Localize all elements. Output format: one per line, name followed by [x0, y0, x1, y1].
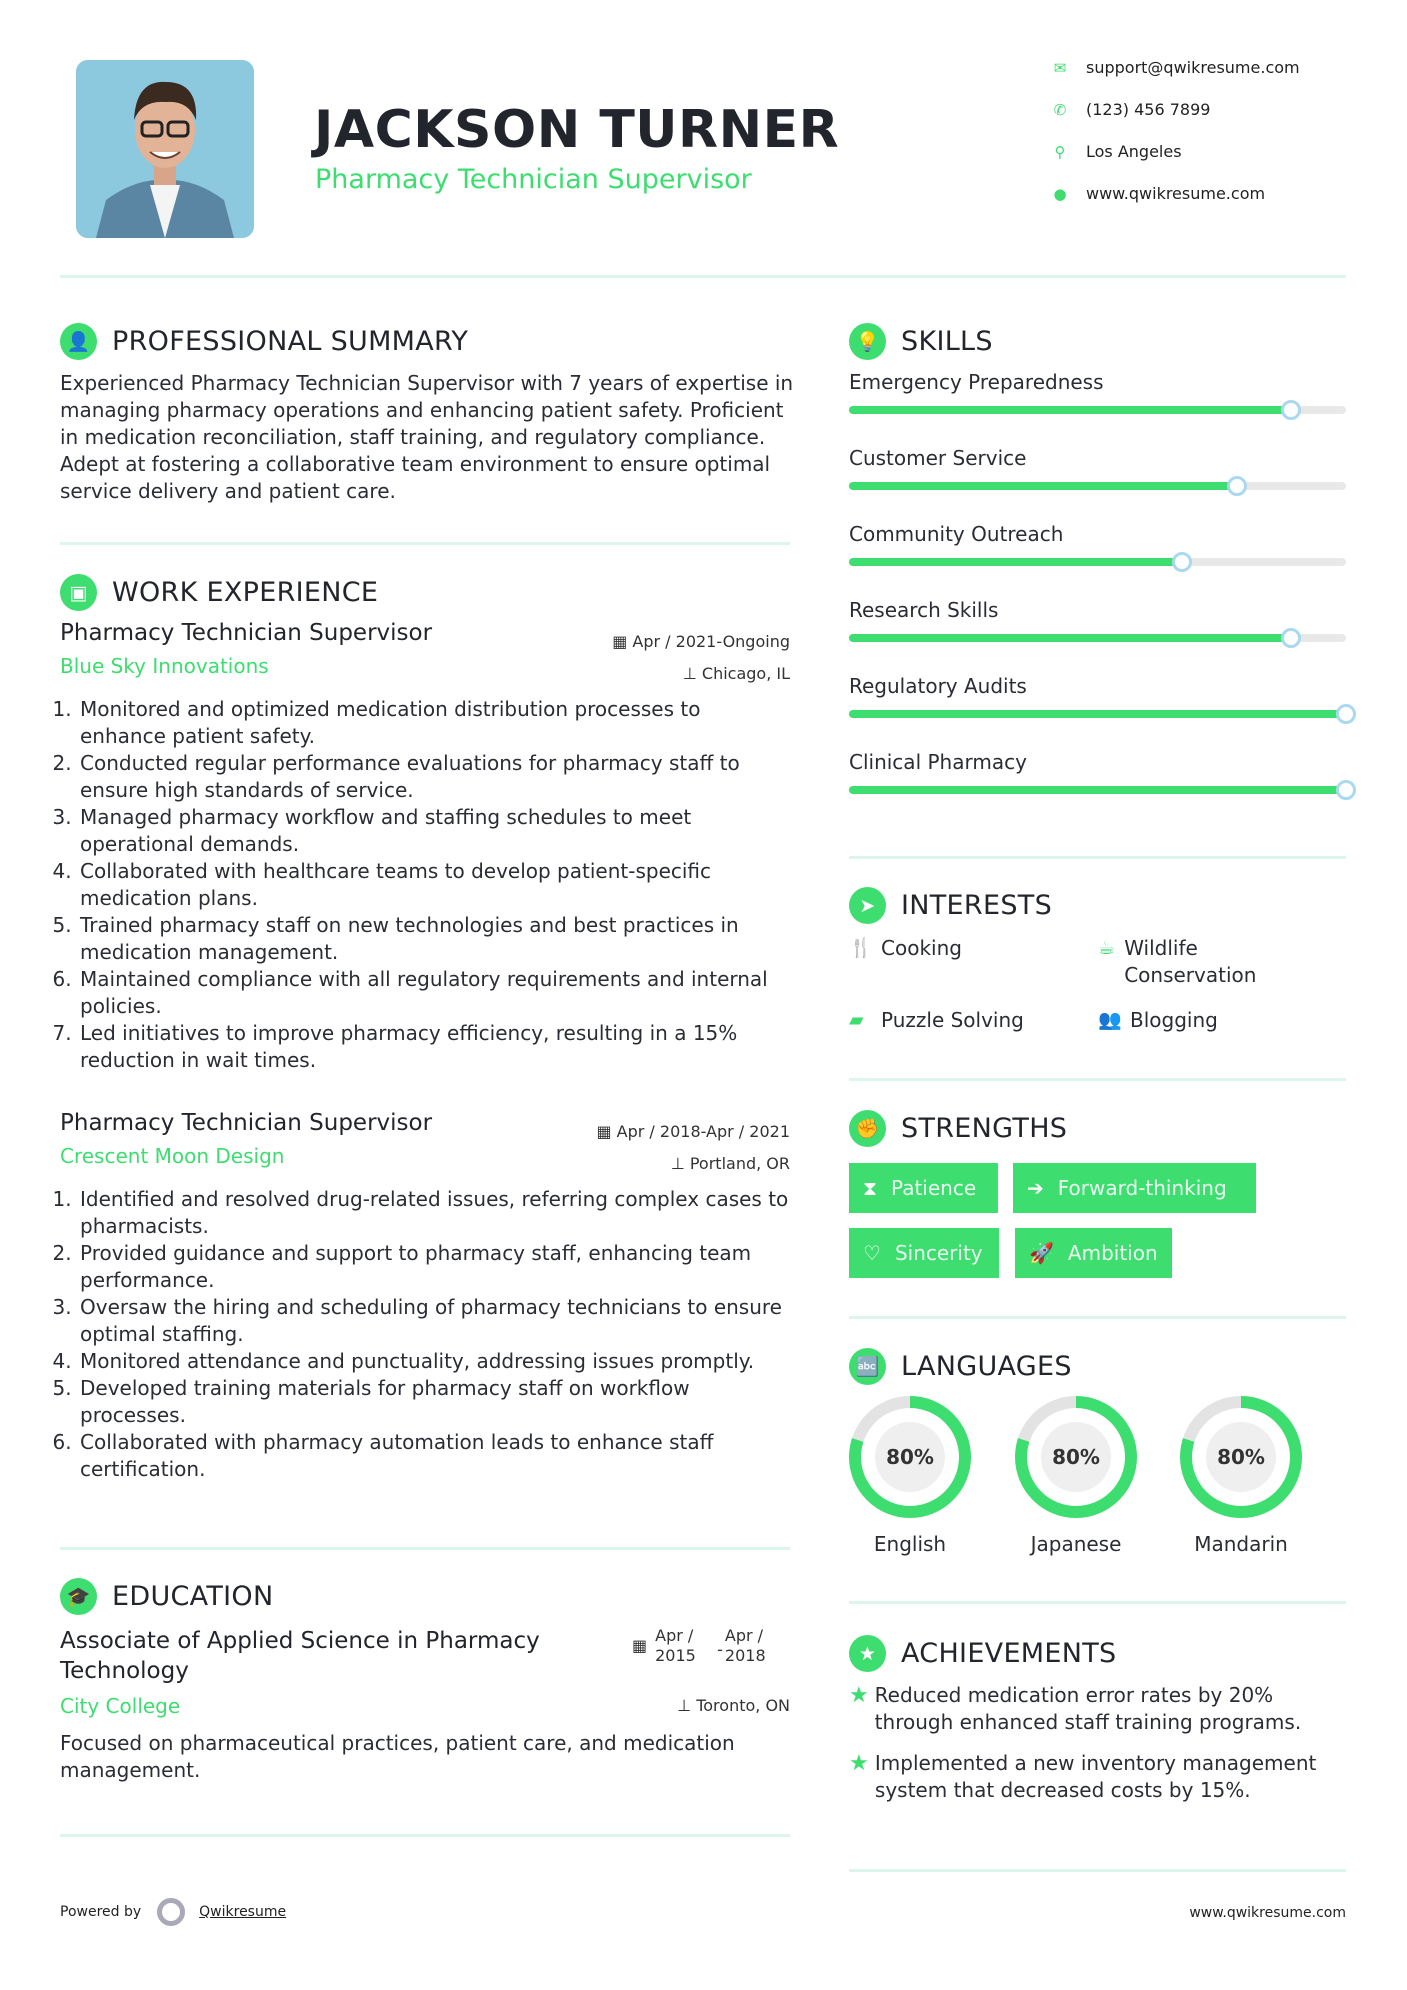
end-date: Apr / 2018 [724, 1626, 766, 1665]
skill-bar-fill [849, 710, 1346, 718]
location-text: Los Angeles [1086, 142, 1182, 161]
briefcase-icon: ▣ [60, 574, 97, 611]
language-ring [849, 1396, 971, 1518]
job-entry [60, 620, 790, 1074]
list-item: 2. Provided guidance and support to pharmacy staff, enhancing team performance. [78, 1240, 790, 1294]
divider [849, 1078, 1346, 1081]
languages-heading [849, 1348, 1072, 1385]
skill-bar [849, 482, 1346, 490]
map-pin-icon: ⚲ [1054, 142, 1066, 161]
date-separator: - [717, 1640, 723, 1659]
list-item: 6. Maintained compliance with all regulatory requirements and internal policies. [78, 966, 790, 1020]
divider [60, 1834, 790, 1837]
skill-bar-fill [849, 406, 1291, 414]
translate-icon: 🔤 [849, 1348, 886, 1385]
skill-label: Emergency Preparedness [849, 370, 1104, 394]
website-text: www.qwikresume.com [1086, 184, 1266, 203]
achievements-heading-text: ACHIEVEMENTS [901, 1638, 1117, 1669]
divider [60, 1547, 790, 1550]
achievements-heading [849, 1635, 1117, 1672]
school-name: City College [60, 1694, 181, 1718]
graduation-icon: 🎓 [60, 1578, 97, 1615]
interest-item: 🍴 Cooking [849, 936, 962, 960]
work-heading-text: WORK EXPERIENCE [112, 577, 379, 608]
strength-tag: ➔ Forward-thinking [1013, 1163, 1256, 1213]
skill-bar-handle [1281, 400, 1301, 420]
list-item: 5. Trained pharmacy staff on new technologies and best practices in medication management. [78, 912, 790, 966]
coffee-mug-icon: ☕ [1098, 937, 1116, 959]
strengths-heading [849, 1110, 1067, 1147]
contact-phone[interactable] [1050, 100, 1210, 119]
skill-label: Regulatory Audits [849, 674, 1027, 698]
skill-bar-fill [849, 634, 1291, 642]
divider [60, 542, 790, 545]
language-ring [1180, 1396, 1302, 1518]
skill-bar [849, 710, 1346, 718]
arrow-right-icon: ➔ [1027, 1176, 1044, 1200]
language-label: Mandarin [1194, 1532, 1288, 1556]
paper-plane-icon: ➤ [849, 887, 886, 924]
education-heading [60, 1578, 273, 1615]
divider [849, 1316, 1346, 1319]
skill-bar [849, 786, 1346, 794]
skill-item [849, 446, 1346, 522]
language-item [849, 1396, 971, 1556]
education-text: Focused on pharmaceutical practices, patient care, and medication management. [60, 1731, 735, 1782]
skill-bar [849, 406, 1346, 414]
list-item: 1. Monitored and optimized medication distribution processes to enhance patient safety. [78, 696, 790, 750]
job-date: ▦ Apr / 2021-Ongoing [612, 632, 790, 651]
job-duties [60, 696, 790, 1074]
star-icon: ★ [849, 1683, 869, 1708]
language-percent: 80% [875, 1422, 945, 1492]
qwikresume-link[interactable]: Qwikresume [199, 1904, 287, 1920]
list-item: 3. Managed pharmacy workflow and staffing schedules to meet operational demands. [78, 804, 790, 858]
list-item: 4. Collaborated with healthcare teams to develop patient-specific medication plans. [78, 858, 790, 912]
user-icon: 👤 [60, 323, 97, 360]
phone-text: (123) 456 7899 [1086, 100, 1211, 119]
skill-bar-fill [849, 482, 1237, 490]
candidate-title: Pharmacy Technician Supervisor [315, 164, 752, 195]
language-item [1180, 1396, 1302, 1556]
pushpin-icon: ⊥ [677, 1696, 697, 1715]
phone-icon: ✆ [1053, 100, 1067, 119]
contact-email[interactable] [1050, 58, 1300, 77]
calendar-icon: ▦ [612, 632, 633, 651]
job-company: Blue Sky Innovations [60, 654, 269, 678]
language-item [1015, 1396, 1137, 1556]
job-entry [60, 1110, 790, 1483]
skill-bar-fill [849, 786, 1346, 794]
list-item: 6. Collaborated with pharmacy automation leads to enhance staff certification. [78, 1429, 790, 1483]
skill-bar [849, 558, 1346, 566]
star-badge-icon: ★ [849, 1635, 886, 1672]
skill-label: Community Outreach [849, 522, 1064, 546]
heart-icon: ♡ [863, 1241, 881, 1265]
job-company: Crescent Moon Design [60, 1144, 285, 1168]
divider [849, 1601, 1346, 1604]
job-location: ⊥ Portland, OR [670, 1154, 790, 1173]
contact-website[interactable] [1050, 184, 1265, 203]
list-item: 1. Identified and resolved drug-related issues, referring complex cases to pharmacists. [78, 1186, 790, 1240]
contact-location [1050, 142, 1182, 161]
skill-bar-handle [1336, 780, 1356, 800]
skill-label: Research Skills [849, 598, 999, 622]
job-location: ⊥ Chicago, IL [682, 664, 790, 683]
skill-bar-handle [1227, 476, 1247, 496]
book-icon: ▰ [849, 1009, 864, 1031]
header-divider [60, 275, 1346, 278]
envelope-icon: ✉ [1053, 58, 1067, 77]
list-item: 3. Oversaw the hiring and scheduling of pharmacy technicians to ensure optimal staffing. [78, 1294, 790, 1348]
skill-label: Customer Service [849, 446, 1027, 470]
star-icon: ★ [849, 1751, 869, 1776]
fist-icon: ✊ [849, 1110, 886, 1147]
education-location: ⊥ Toronto, ON [677, 1696, 790, 1715]
users-icon: 👥 [1098, 1009, 1122, 1031]
divider [849, 856, 1346, 859]
interests-heading [849, 887, 1052, 924]
summary-heading [60, 323, 468, 360]
language-label: Japanese [1030, 1532, 1122, 1556]
profile-photo [76, 60, 254, 238]
education-heading-text: EDUCATION [112, 1581, 274, 1612]
hourglass-icon: ⧗ [863, 1176, 878, 1200]
language-ring [1015, 1396, 1137, 1518]
skill-bar-handle [1336, 704, 1356, 724]
strength-tag: ♡ Sincerity [849, 1228, 999, 1278]
divider [849, 1869, 1346, 1872]
skill-item [849, 522, 1346, 598]
skill-item [849, 750, 1346, 826]
list-item: 4. Monitored attendance and punctuality, addressing issues promptly. [78, 1348, 790, 1375]
skill-bar-handle [1172, 552, 1192, 572]
qwikresume-logo-icon [157, 1898, 185, 1926]
languages-heading-text: LANGUAGES [901, 1351, 1072, 1382]
job-title: Pharmacy Technician Supervisor [60, 620, 433, 646]
strength-tag: ⧗ Patience [849, 1163, 998, 1213]
email-text: support@qwikresume.com [1086, 58, 1300, 77]
skill-item [849, 674, 1346, 750]
interest-item: ☕ Wildlife Conservation [1098, 936, 1257, 987]
skill-item [849, 598, 1346, 674]
powered-by-text: Powered by [60, 1904, 142, 1920]
job-duties [60, 1186, 790, 1483]
skills-heading-text: SKILLS [901, 326, 993, 357]
language-percent: 80% [1206, 1422, 1276, 1492]
language-percent: 80% [1041, 1422, 1111, 1492]
footer-powered [60, 1898, 286, 1926]
skill-label: Clinical Pharmacy [849, 750, 1027, 774]
pushpin-icon: ⊥ [670, 1154, 690, 1173]
skill-bar [849, 634, 1346, 642]
calendar-icon: ▦ [632, 1636, 648, 1655]
list-item: 5. Developed training materials for pharmacy staff on workflow processes. [78, 1375, 790, 1429]
achievement-item: ★ Reduced medication error rates by 20% through enhanced staff training programs. [849, 1683, 1302, 1734]
candidate-name: JACKSON TURNER [314, 100, 840, 160]
pushpin-icon: ⊥ [682, 664, 702, 683]
language-label: English [873, 1532, 947, 1556]
skills-heading [849, 323, 993, 360]
job-date: ▦ Apr / 2018-Apr / 2021 [596, 1122, 790, 1141]
calendar-icon: ▦ [596, 1122, 617, 1141]
rocket-icon: 🚀 [1029, 1241, 1054, 1265]
skill-bar-fill [849, 558, 1182, 566]
list-item: 2. Conducted regular performance evaluations for pharmacy staff to ensure high standards of service. [78, 750, 790, 804]
skills-list [849, 370, 1346, 826]
work-heading [60, 574, 378, 611]
summary-heading-text: PROFESSIONAL SUMMARY [112, 326, 469, 357]
footer-website[interactable]: www.qwikresume.com [1189, 1905, 1346, 1921]
start-date: Apr / 2015 [655, 1626, 696, 1665]
strengths-heading-text: STRENGTHS [901, 1113, 1068, 1144]
education-dates [632, 1626, 775, 1666]
summary-text: Experienced Pharmacy Technician Supervisor with 7 years of expertise in managing pharmacy operations and enhancing patient safety. Proficient in medication reconciliation, staff training, and regulatory compliance. Adept at fostering a collaborative team environment to ensure optimal service delivery and patient care. [60, 371, 794, 503]
interest-item: ▰ Puzzle Solving [849, 1008, 1024, 1032]
interests-heading-text: INTERESTS [901, 890, 1053, 921]
utensils-icon: 🍴 [849, 937, 873, 959]
strength-tag: 🚀 Ambition [1015, 1228, 1172, 1278]
interest-item: 👥 Blogging [1098, 1008, 1218, 1032]
achievement-item: ★ Implemented a new inventory management system that decreased costs by 15%. [849, 1751, 1317, 1802]
degree-title: Associate of Applied Science in Pharmacy Technology [60, 1628, 540, 1684]
skill-item [849, 370, 1346, 446]
globe-icon: ● [1053, 184, 1067, 203]
job-title: Pharmacy Technician Supervisor [60, 1110, 433, 1136]
skill-bar-handle [1281, 628, 1301, 648]
lightbulb-icon: 💡 [849, 323, 886, 360]
list-item: 7. Led initiatives to improve pharmacy efficiency, resulting in a 15% reduction in wait times. [78, 1020, 790, 1074]
